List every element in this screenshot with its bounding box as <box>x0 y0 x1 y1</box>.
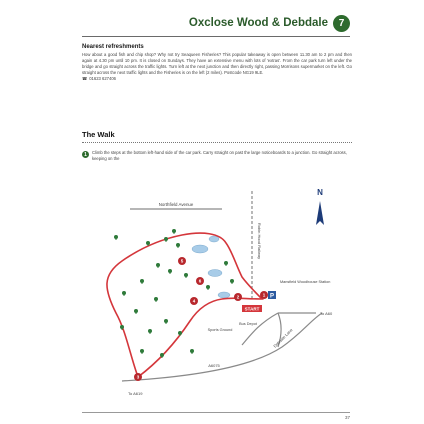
tree-icon <box>176 243 180 248</box>
railway-label: Robin Hood Railway <box>257 222 262 260</box>
phone-number: 01623 627406 <box>89 76 116 82</box>
debdale-lane-label: Debdale Lane <box>272 327 294 349</box>
a619-label: To A619 <box>128 391 143 396</box>
tree-icon <box>140 279 144 284</box>
water-icon <box>218 292 230 298</box>
tree-icon <box>206 285 210 290</box>
step-number-badge: 1 <box>82 151 89 158</box>
waypoint-label: 4 <box>192 298 196 304</box>
route-map-svg <box>82 181 344 403</box>
tree-icon <box>154 297 158 302</box>
walk-heading: The Walk <box>82 130 115 139</box>
waypoint-label: 6 <box>198 278 202 284</box>
walk-divider <box>82 142 352 143</box>
tree-icon <box>148 329 152 334</box>
a6075-label: A6075 <box>208 363 220 368</box>
tree-icon <box>164 237 168 242</box>
walk-step <box>82 150 352 162</box>
phone-line <box>82 76 352 81</box>
bus-depot-label: Bus Depot <box>239 322 257 326</box>
parking-marker <box>268 291 276 300</box>
tree-icon <box>168 269 172 274</box>
tree-icon <box>122 291 126 296</box>
tree-icon <box>178 331 182 336</box>
waypoint-label: 1 <box>262 292 266 298</box>
tree-icon <box>140 349 144 354</box>
tree-icon <box>164 319 168 324</box>
side-road <box>242 313 278 345</box>
step-text: Climb the steps at the bottom left-hand side of the car park. Carry straight on past the large noticeboards to a junction. Go straight across, keeping on the <box>92 150 347 162</box>
refreshments-section <box>82 44 352 81</box>
main-road <box>122 313 322 381</box>
refreshments-heading: Nearest refreshments <box>82 44 144 50</box>
sports-ground-label: Sports Ground <box>207 328 233 332</box>
north-arrow-icon <box>316 188 324 225</box>
water-icon <box>209 236 219 242</box>
roads <box>122 191 322 381</box>
station-label: Mansfield Woodhouse Station <box>280 280 331 284</box>
tree-icon <box>190 349 194 354</box>
tree-icon <box>224 261 228 266</box>
tree-icon <box>230 279 234 284</box>
walk-route <box>107 233 262 377</box>
waypoint-label: 5 <box>180 258 184 264</box>
start-label: START <box>244 306 260 312</box>
svg-text:N: N <box>317 188 323 197</box>
a60-label: To A60 <box>320 311 333 316</box>
water-features <box>192 236 230 298</box>
page-number: 37 <box>344 415 350 420</box>
phone-icon: ☎ <box>82 76 88 82</box>
tree-icon <box>114 235 118 240</box>
water-icon <box>192 245 208 253</box>
tree-icon <box>156 263 160 268</box>
northfield-avenue-label: Northfield Avenue <box>158 202 194 207</box>
walk-number-badge: 7 <box>333 15 350 32</box>
route-map <box>82 181 344 403</box>
page-header <box>82 10 350 36</box>
waypoint-label: 2 <box>236 294 240 300</box>
header-divider <box>82 36 350 37</box>
tree-icon <box>172 229 176 234</box>
water-icon <box>208 270 222 277</box>
footer-divider <box>82 412 350 413</box>
page-title: Oxclose Wood & Debdale <box>188 17 328 29</box>
waypoint-label: 3 <box>136 374 140 380</box>
svg-text:P: P <box>269 293 275 300</box>
tree-icon <box>184 273 188 278</box>
trees <box>114 229 234 358</box>
tree-icon <box>134 309 138 314</box>
refreshments-body: How about a good fish and chip shop? Why not try Seaqueen Fisheries? This popular takeaway is open between 11.30 am to 2 pm and then again at 4.30 pm until 10 pm. It is closed on Sundays. They have an extensive menu with lots of 'extras'. From the car park turn left under the bridge and go straight across the traffic lights. Turn left at the next junction and then directly right, passing Morrisons supermarket on the left. Go straight across the next traffic lights and the Fisheries is on the left (2 miles). Postcode NG19 9LE. <box>82 52 352 76</box>
